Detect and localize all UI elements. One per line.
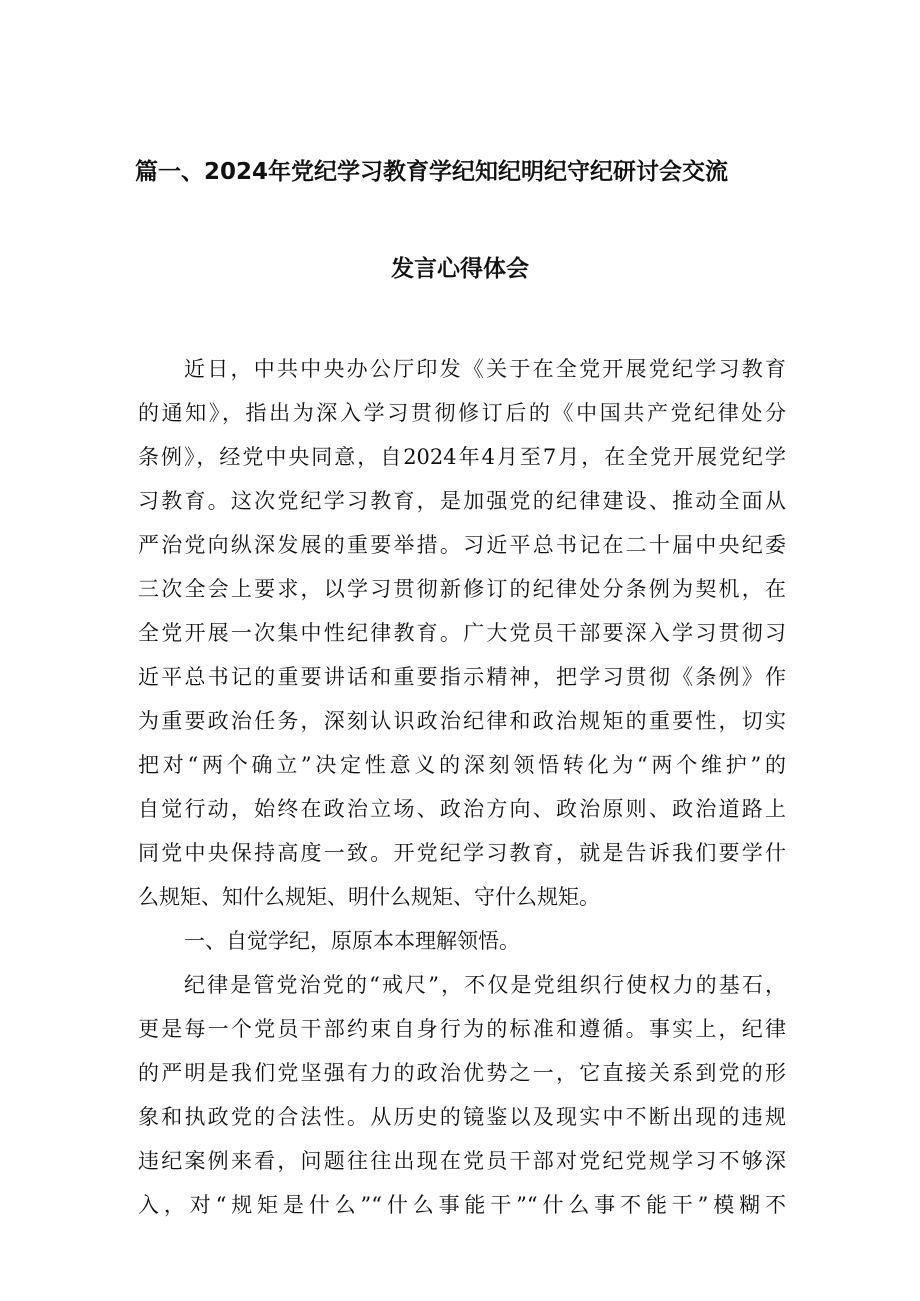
paragraph-line: 纪律是管党治党的“戒尺”，不仅是党组织行使权力的基石， — [184, 973, 786, 997]
paragraph-line: 象和执政党的合法性。从历史的镜鉴以及现实中不断出现的违规 — [138, 1105, 786, 1129]
paragraph-line: 严治党向纵深发展的重要举措。习近平总书记在二十届中央纪委 — [138, 533, 786, 557]
paragraph-line: 习教育。这次党纪学习教育，是加强党的纪律建设、推动全面从 — [138, 489, 786, 513]
document-title-line-1: 篇一、2024年党纪学习教育学纪知纪明纪守纪研讨会交流 — [135, 159, 729, 185]
paragraph-line: 的通知》，指出为深入学习贯彻修订后的《中国共产党纪律处分 — [138, 401, 786, 425]
paragraph-line: 全党开展一次集中性纪律教育。广大党员干部要深入学习贯彻习 — [138, 621, 786, 645]
paragraph-line: 么规矩、知什么规矩、明什么规矩、守什么规矩。 — [138, 885, 600, 909]
paragraph-line: 同党中央保持高度一致。开党纪学习教育，就是告诉我们要学什 — [138, 841, 786, 865]
document-title-line-2: 发言心得体会 — [391, 256, 529, 282]
paragraph-line: 三次全会上要求，以学习贯彻新修订的纪律处分条例为契机，在 — [138, 577, 786, 601]
paragraph-line: 把对“两个确立”决定性意义的深刻领悟转化为“两个维护”的 — [138, 753, 786, 777]
paragraph-line: 入，对“规矩是什么”“什么事能干”“什么事不能干”模糊不 — [138, 1193, 786, 1217]
paragraph-line: 的严明是我们党坚强有力的政治优势之一，它直接关系到党的形 — [138, 1061, 786, 1085]
section-heading: 一、自觉学纪，原原本本理解领悟。 — [184, 929, 520, 953]
paragraph-line: 自觉行动，始终在政治立场、政治方向、政治原则、政治道路上 — [138, 797, 786, 821]
paragraph-line: 条例》，经党中央同意，自2024年4月至7月，在全党开展党纪学 — [138, 445, 786, 469]
paragraph-line: 为重要政治任务，深刻认识政治纪律和政治规矩的重要性，切实 — [138, 709, 786, 733]
paragraph-line: 违纪案例来看，问题往往出现在党员干部对党纪党规学习不够深 — [138, 1149, 786, 1173]
paragraph-line: 更是每一个党员干部约束自身行为的标准和遵循。事实上，纪律 — [138, 1017, 786, 1041]
paragraph-line: 近日，中共中央办公厅印发《关于在全党开展党纪学习教育 — [184, 357, 786, 381]
paragraph-line: 近平总书记的重要讲话和重要指示精神，把学习贯彻《条例》作 — [138, 665, 786, 689]
